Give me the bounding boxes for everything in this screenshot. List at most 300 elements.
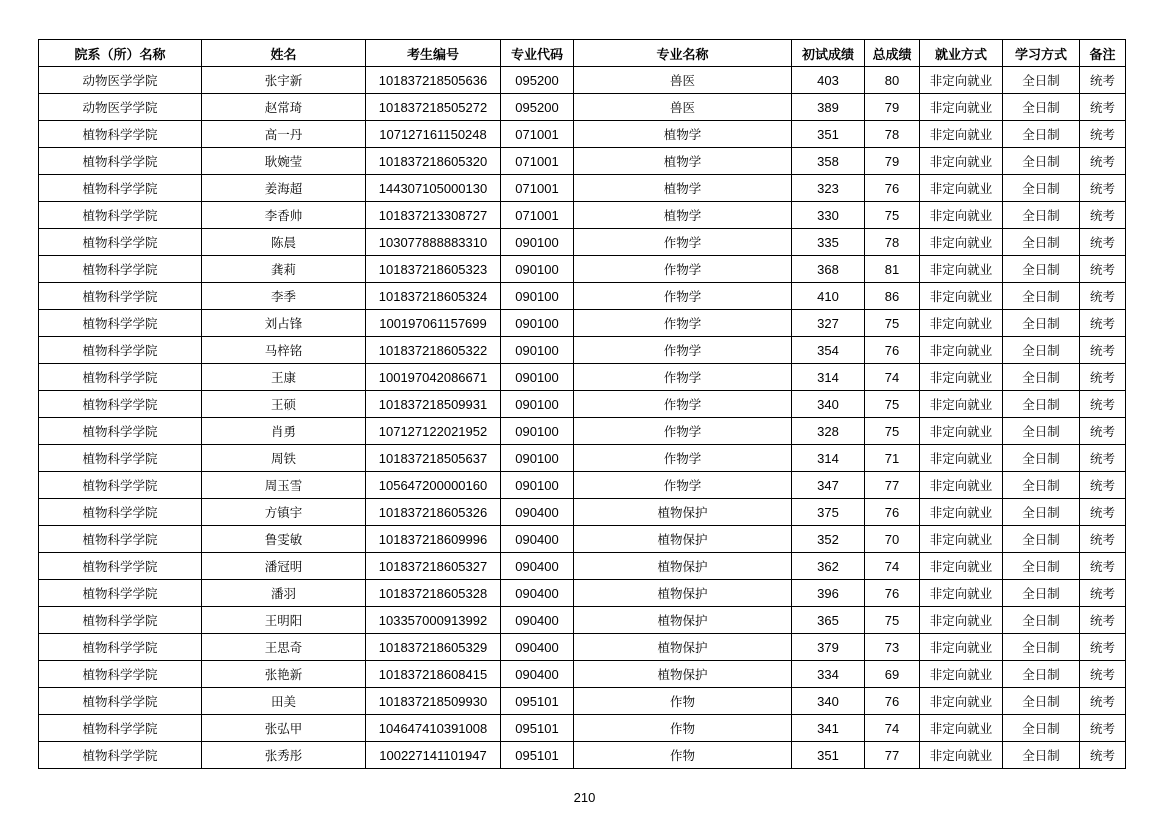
remarks-cell: 统考 [1080,634,1126,661]
candidate-id-cell: 105647200000160 [366,472,501,499]
name-cell: 田美 [202,688,366,715]
major-code-cell: 090100 [501,229,574,256]
initial-score-cell: 323 [792,175,865,202]
initial-score-cell: 368 [792,256,865,283]
total-score-cell: 76 [865,175,920,202]
total-score-cell: 75 [865,607,920,634]
name-cell: 龚莉 [202,256,366,283]
name-cell: 周玉雪 [202,472,366,499]
table-row [39,364,1126,391]
study-mode-cell: 全日制 [1003,94,1080,121]
college-cell: 植物科学学院 [39,472,202,499]
table-row [39,634,1126,661]
total-score-cell: 76 [865,337,920,364]
candidate-id-cell: 101837218608415 [366,661,501,688]
initial-score-cell: 362 [792,553,865,580]
employment-type-cell: 非定向就业 [920,148,1003,175]
study-mode-cell: 全日制 [1003,634,1080,661]
college-cell: 植物科学学院 [39,148,202,175]
candidate-id-cell: 104647410391008 [366,715,501,742]
table-row [39,229,1126,256]
total-score-cell: 80 [865,67,920,94]
remarks-cell: 统考 [1080,715,1126,742]
remarks-cell: 统考 [1080,256,1126,283]
total-score-cell: 69 [865,661,920,688]
total-score-header: 总成绩 [865,40,920,67]
initial-score-cell: 327 [792,310,865,337]
study-mode-cell: 全日制 [1003,283,1080,310]
employment-type-cell: 非定向就业 [920,661,1003,688]
candidate-id-cell: 101837218605326 [366,499,501,526]
table-row [39,337,1126,364]
total-score-cell: 74 [865,715,920,742]
table-row [39,148,1126,175]
remarks-cell: 统考 [1080,499,1126,526]
remarks-cell: 统考 [1080,526,1126,553]
employment-type-cell: 非定向就业 [920,634,1003,661]
candidate-id-cell: 101837218605328 [366,580,501,607]
remarks-cell: 统考 [1080,553,1126,580]
college-cell: 植物科学学院 [39,715,202,742]
major-code-cell: 090400 [501,634,574,661]
name-header: 姓名 [202,40,366,67]
college-cell: 植物科学学院 [39,526,202,553]
college-cell: 植物科学学院 [39,661,202,688]
table-row [39,121,1126,148]
major-code-cell: 090400 [501,499,574,526]
total-score-cell: 73 [865,634,920,661]
remarks-cell: 统考 [1080,310,1126,337]
total-score-cell: 74 [865,553,920,580]
candidate-id-cell: 101837218609996 [366,526,501,553]
college-cell: 植物科学学院 [39,202,202,229]
remarks-cell: 统考 [1080,391,1126,418]
candidate-id-cell: 107127161150248 [366,121,501,148]
major-name-cell: 植物学 [574,202,792,229]
candidate-id-cell: 101837218509930 [366,688,501,715]
college-cell: 植物科学学院 [39,175,202,202]
major-name-cell: 作物学 [574,256,792,283]
employment-type-cell: 非定向就业 [920,256,1003,283]
study-mode-cell: 全日制 [1003,148,1080,175]
name-cell: 王康 [202,364,366,391]
study-mode-cell: 全日制 [1003,310,1080,337]
major-code-cell: 090100 [501,310,574,337]
table-row [39,688,1126,715]
table-row [39,580,1126,607]
college-cell: 植物科学学院 [39,337,202,364]
employment-type-cell: 非定向就业 [920,283,1003,310]
initial-score-cell: 330 [792,202,865,229]
candidate-id-cell: 100227141101947 [366,742,501,769]
college-cell: 植物科学学院 [39,634,202,661]
college-cell: 植物科学学院 [39,364,202,391]
remarks-cell: 统考 [1080,472,1126,499]
table-row [39,499,1126,526]
employment-type-cell: 非定向就业 [920,229,1003,256]
major-code-cell: 090100 [501,391,574,418]
remarks-cell: 统考 [1080,364,1126,391]
major-name-cell: 兽医 [574,67,792,94]
candidate-id-cell: 101837218605320 [366,148,501,175]
total-score-cell: 76 [865,499,920,526]
employment-type-cell: 非定向就业 [920,337,1003,364]
study-mode-cell: 全日制 [1003,472,1080,499]
remarks-cell: 统考 [1080,580,1126,607]
table-row [39,445,1126,472]
remarks-cell: 统考 [1080,607,1126,634]
initial-score-cell: 365 [792,607,865,634]
name-cell: 潘冠明 [202,553,366,580]
study-mode-cell: 全日制 [1003,661,1080,688]
remarks-cell: 统考 [1080,337,1126,364]
study-mode-cell: 全日制 [1003,688,1080,715]
total-score-cell: 81 [865,256,920,283]
candidate-id-cell: 103077888883310 [366,229,501,256]
candidate-id-cell: 101837218605324 [366,283,501,310]
name-cell: 马梓铭 [202,337,366,364]
table-row [39,202,1126,229]
employment-type-cell: 非定向就业 [920,526,1003,553]
employment-type-cell: 非定向就业 [920,67,1003,94]
major-code-cell: 090100 [501,472,574,499]
initial-score-cell: 354 [792,337,865,364]
employment-type-cell: 非定向就业 [920,364,1003,391]
remarks-cell: 统考 [1080,148,1126,175]
study-mode-cell: 全日制 [1003,445,1080,472]
table-row [39,742,1126,769]
table-body [39,67,1126,769]
total-score-cell: 77 [865,742,920,769]
name-cell: 王思奇 [202,634,366,661]
major-name-cell: 植物学 [574,175,792,202]
total-score-cell: 75 [865,418,920,445]
initial-score-cell: 314 [792,364,865,391]
table-row [39,283,1126,310]
major-code-cell: 090100 [501,283,574,310]
major-name-cell: 作物 [574,742,792,769]
initial-score-cell: 351 [792,742,865,769]
employment-type-cell: 非定向就业 [920,175,1003,202]
total-score-cell: 75 [865,202,920,229]
remarks-header: 备注 [1080,40,1126,67]
major-code-cell: 090400 [501,661,574,688]
total-score-cell: 79 [865,94,920,121]
major-name-cell: 植物保护 [574,661,792,688]
study-mode-cell: 全日制 [1003,553,1080,580]
study-mode-cell: 全日制 [1003,715,1080,742]
employment-type-header: 就业方式 [920,40,1003,67]
employment-type-cell: 非定向就业 [920,94,1003,121]
major-name-cell: 兽医 [574,94,792,121]
candidate-id-cell: 101837218505272 [366,94,501,121]
remarks-cell: 统考 [1080,175,1126,202]
study-mode-cell: 全日制 [1003,229,1080,256]
remarks-cell: 统考 [1080,229,1126,256]
major-code-cell: 090400 [501,553,574,580]
initial-score-cell: 396 [792,580,865,607]
initial-score-cell: 340 [792,688,865,715]
name-cell: 陈晨 [202,229,366,256]
table-row [39,391,1126,418]
employment-type-cell: 非定向就业 [920,715,1003,742]
name-cell: 高一丹 [202,121,366,148]
table-header-row [39,40,1126,67]
college-cell: 植物科学学院 [39,607,202,634]
name-cell: 李香帅 [202,202,366,229]
major-name-cell: 植物保护 [574,526,792,553]
major-name-cell: 作物 [574,688,792,715]
total-score-cell: 78 [865,229,920,256]
college-cell: 动物医学学院 [39,67,202,94]
college-header: 院系（所）名称 [39,40,202,67]
name-cell: 肖勇 [202,418,366,445]
study-mode-cell: 全日制 [1003,364,1080,391]
major-code-cell: 071001 [501,121,574,148]
college-cell: 植物科学学院 [39,256,202,283]
major-code-cell: 090100 [501,256,574,283]
remarks-cell: 统考 [1080,67,1126,94]
major-code-cell: 071001 [501,175,574,202]
total-score-cell: 78 [865,121,920,148]
initial-score-cell: 379 [792,634,865,661]
name-cell: 张弘甲 [202,715,366,742]
major-name-cell: 作物学 [574,391,792,418]
study-mode-cell: 全日制 [1003,391,1080,418]
table-row [39,310,1126,337]
college-cell: 动物医学学院 [39,94,202,121]
name-cell: 王明阳 [202,607,366,634]
name-cell: 周铁 [202,445,366,472]
major-code-cell: 095101 [501,715,574,742]
remarks-cell: 统考 [1080,445,1126,472]
initial-score-cell: 340 [792,391,865,418]
name-cell: 刘占锋 [202,310,366,337]
total-score-cell: 75 [865,391,920,418]
initial-score-cell: 328 [792,418,865,445]
major-code-cell: 090100 [501,418,574,445]
major-name-cell: 作物学 [574,472,792,499]
employment-type-cell: 非定向就业 [920,418,1003,445]
remarks-cell: 统考 [1080,418,1126,445]
study-mode-cell: 全日制 [1003,742,1080,769]
initial-score-cell: 352 [792,526,865,553]
study-mode-cell: 全日制 [1003,607,1080,634]
candidate-id-cell: 107127122021952 [366,418,501,445]
initial-score-cell: 335 [792,229,865,256]
name-cell: 张宇新 [202,67,366,94]
major-name-cell: 植物保护 [574,607,792,634]
candidate-id-cell: 101837218605323 [366,256,501,283]
candidate-id-cell: 101837213308727 [366,202,501,229]
major-code-cell: 090100 [501,364,574,391]
study-mode-cell: 全日制 [1003,202,1080,229]
initial-score-header: 初试成绩 [792,40,865,67]
table-row [39,715,1126,742]
initial-score-cell: 314 [792,445,865,472]
major-name-cell: 作物 [574,715,792,742]
major-name-cell: 作物学 [574,310,792,337]
name-cell: 潘羽 [202,580,366,607]
employment-type-cell: 非定向就业 [920,688,1003,715]
study-mode-header: 学习方式 [1003,40,1080,67]
employment-type-cell: 非定向就业 [920,310,1003,337]
initial-score-cell: 375 [792,499,865,526]
study-mode-cell: 全日制 [1003,499,1080,526]
name-cell: 张艳新 [202,661,366,688]
employment-type-cell: 非定向就业 [920,391,1003,418]
candidate-id-cell: 144307105000130 [366,175,501,202]
table-row [39,175,1126,202]
table-row [39,526,1126,553]
initial-score-cell: 341 [792,715,865,742]
initial-score-cell: 347 [792,472,865,499]
major-name-cell: 植物保护 [574,580,792,607]
college-cell: 植物科学学院 [39,283,202,310]
candidate-id-cell: 101837218505637 [366,445,501,472]
employment-type-cell: 非定向就业 [920,202,1003,229]
major-code-cell: 090100 [501,445,574,472]
table-row [39,607,1126,634]
major-code-cell: 090100 [501,337,574,364]
initial-score-cell: 389 [792,94,865,121]
remarks-cell: 统考 [1080,742,1126,769]
table-row [39,472,1126,499]
candidate-id-cell: 100197042086671 [366,364,501,391]
candidate-id-cell: 100197061157699 [366,310,501,337]
remarks-cell: 统考 [1080,283,1126,310]
page-number: 210 [573,790,596,805]
college-cell: 植物科学学院 [39,121,202,148]
name-cell: 姜海超 [202,175,366,202]
total-score-cell: 75 [865,310,920,337]
college-cell: 植物科学学院 [39,742,202,769]
name-cell: 李季 [202,283,366,310]
study-mode-cell: 全日制 [1003,67,1080,94]
major-code-cell: 095200 [501,67,574,94]
total-score-cell: 71 [865,445,920,472]
study-mode-cell: 全日制 [1003,121,1080,148]
name-cell: 方镇宇 [202,499,366,526]
major-name-cell: 作物学 [574,229,792,256]
major-code-cell: 095101 [501,688,574,715]
candidate-id-cell: 101837218605322 [366,337,501,364]
study-mode-cell: 全日制 [1003,580,1080,607]
table-row [39,256,1126,283]
major-name-header: 专业名称 [574,40,792,67]
table-row [39,661,1126,688]
candidate-id-cell: 101837218509931 [366,391,501,418]
major-code-cell: 090400 [501,607,574,634]
remarks-cell: 统考 [1080,121,1126,148]
major-name-cell: 作物学 [574,283,792,310]
study-mode-cell: 全日制 [1003,418,1080,445]
admission-table [38,39,1126,769]
table-row [39,553,1126,580]
study-mode-cell: 全日制 [1003,256,1080,283]
major-name-cell: 植物保护 [574,553,792,580]
major-name-cell: 植物保护 [574,634,792,661]
major-name-cell: 植物保护 [574,499,792,526]
college-cell: 植物科学学院 [39,688,202,715]
total-score-cell: 76 [865,688,920,715]
total-score-cell: 77 [865,472,920,499]
total-score-cell: 74 [865,364,920,391]
major-name-cell: 植物学 [574,121,792,148]
total-score-cell: 70 [865,526,920,553]
major-code-cell: 071001 [501,148,574,175]
total-score-cell: 86 [865,283,920,310]
college-cell: 植物科学学院 [39,418,202,445]
major-code-cell: 090400 [501,526,574,553]
major-code-cell: 095101 [501,742,574,769]
major-code-cell: 095200 [501,94,574,121]
major-code-cell: 090400 [501,580,574,607]
initial-score-cell: 410 [792,283,865,310]
name-cell: 赵常琦 [202,94,366,121]
remarks-cell: 统考 [1080,94,1126,121]
candidate-id-cell: 101837218605329 [366,634,501,661]
college-cell: 植物科学学院 [39,553,202,580]
employment-type-cell: 非定向就业 [920,580,1003,607]
employment-type-cell: 非定向就业 [920,121,1003,148]
major-code-header: 专业代码 [501,40,574,67]
college-cell: 植物科学学院 [39,391,202,418]
employment-type-cell: 非定向就业 [920,553,1003,580]
table-row [39,94,1126,121]
major-name-cell: 作物学 [574,364,792,391]
initial-score-cell: 358 [792,148,865,175]
study-mode-cell: 全日制 [1003,175,1080,202]
study-mode-cell: 全日制 [1003,337,1080,364]
table-row [39,67,1126,94]
major-name-cell: 作物学 [574,445,792,472]
college-cell: 植物科学学院 [39,310,202,337]
candidate-id-cell: 101837218605327 [366,553,501,580]
major-code-cell: 071001 [501,202,574,229]
name-cell: 王硕 [202,391,366,418]
college-cell: 植物科学学院 [39,445,202,472]
initial-score-cell: 351 [792,121,865,148]
employment-type-cell: 非定向就业 [920,499,1003,526]
total-score-cell: 79 [865,148,920,175]
college-cell: 植物科学学院 [39,499,202,526]
initial-score-cell: 334 [792,661,865,688]
employment-type-cell: 非定向就业 [920,472,1003,499]
remarks-cell: 统考 [1080,688,1126,715]
total-score-cell: 76 [865,580,920,607]
candidate-id-header: 考生编号 [366,40,501,67]
employment-type-cell: 非定向就业 [920,445,1003,472]
table-row [39,418,1126,445]
name-cell: 鲁雯敏 [202,526,366,553]
name-cell: 张秀彤 [202,742,366,769]
remarks-cell: 统考 [1080,202,1126,229]
employment-type-cell: 非定向就业 [920,607,1003,634]
major-name-cell: 作物学 [574,337,792,364]
initial-score-cell: 403 [792,67,865,94]
candidate-id-cell: 101837218505636 [366,67,501,94]
remarks-cell: 统考 [1080,661,1126,688]
major-name-cell: 作物学 [574,418,792,445]
college-cell: 植物科学学院 [39,580,202,607]
major-name-cell: 植物学 [574,148,792,175]
study-mode-cell: 全日制 [1003,526,1080,553]
employment-type-cell: 非定向就业 [920,742,1003,769]
candidate-id-cell: 103357000913992 [366,607,501,634]
college-cell: 植物科学学院 [39,229,202,256]
name-cell: 耿婉莹 [202,148,366,175]
